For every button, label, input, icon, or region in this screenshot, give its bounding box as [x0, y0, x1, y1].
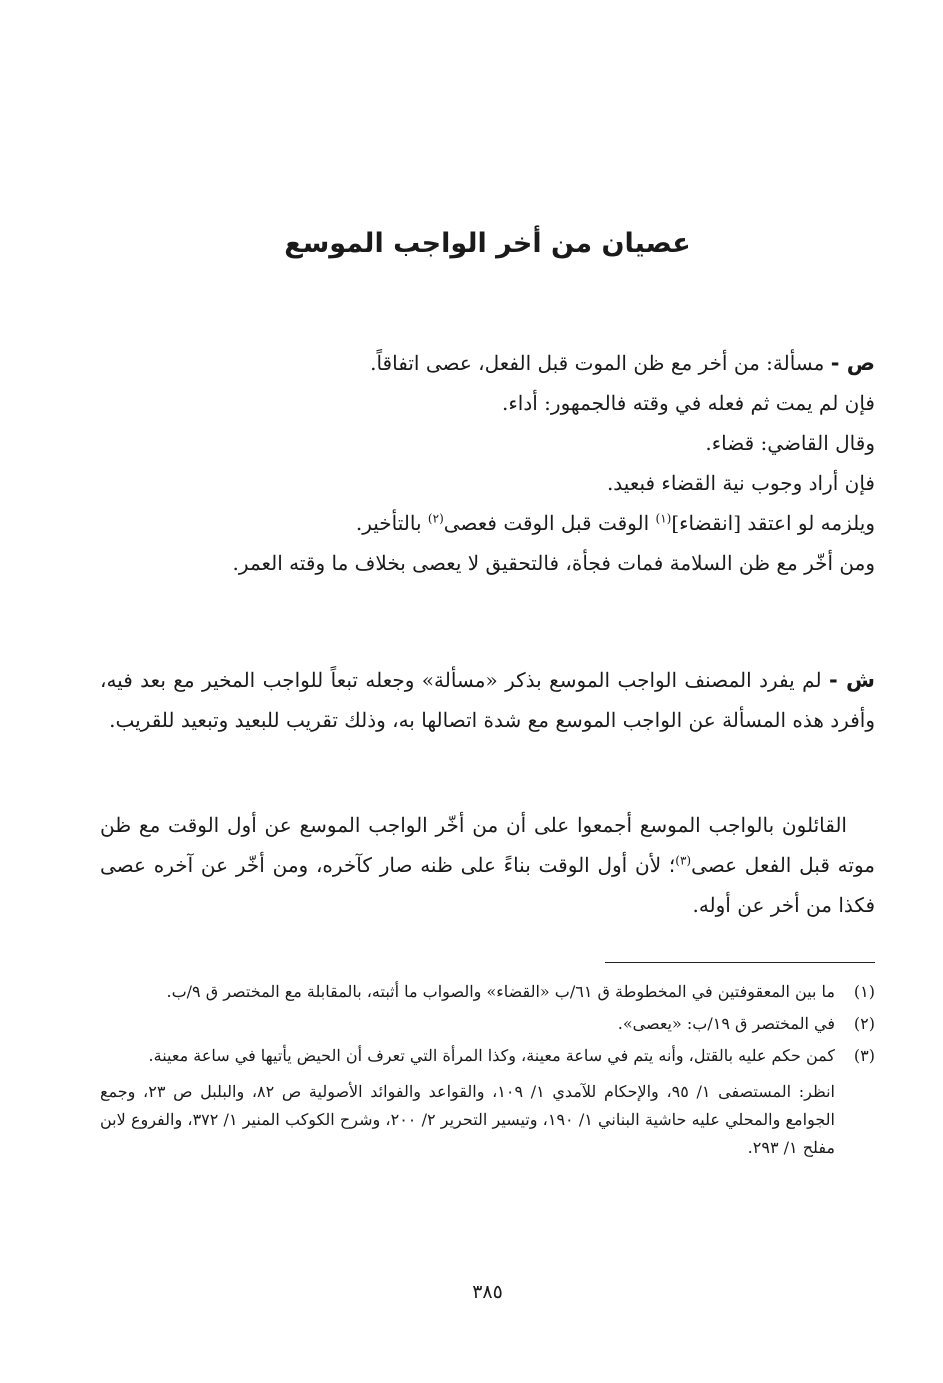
references-note: انظر: المستصفى ١/ ٩٥، والإحكام للآمدي ١/ ١٠٩، والقواعد والفوائد الأصولية ص ٨٢، والبلبل ص ٢٣، وجمع الجوامع والمحلي عليه حاشية البناني ١/ ١٩٠، وتيسير التحرير ٢/ ٢٠٠، وشرح الكوكب المنير ١/ ٣٧٢، والفروع لابن مفلح ١/ ٢٩٣. — [100, 1082, 836, 1157]
footnote-2: (٢) في المختصر ق ١٩/ب: «يعصى». — [617, 1014, 875, 1033]
sharh-paragraph-2: القائلون بالواجب الموسع أجمعوا على أن من أخّر الواجب الموسع عن أول الوقت مع ظن موته قبل الفعل عصى$^{(٣)}$؛ لأن أول الوقت بناءً على ظنه صار كآخره، ومن أخّر عن آخره عصى فكذا من أخر عن أوله. — [100, 813, 875, 917]
matn-line-3: وقال القاضي: قضاء. — [705, 431, 875, 455]
matn-line-2: فإن لم يمت ثم فعله في وقته فالجمهور: أداء. — [502, 391, 875, 415]
book-page — [100, 0, 875, 1383]
matn-line-4: فإن أراد وجوب نية القضاء فبعيد. — [606, 471, 875, 495]
footnote-1: (١) ما بين المعقوفتين في المخطوطة ق ٦١/ب «القضاء» والصواب ما أثبته، بالمقابلة مع المختصر ق ٩/ب. — [166, 982, 875, 1001]
sharh-section — [100, 660, 875, 740]
sharh-marker: ش - — [828, 668, 875, 692]
chapter-title: عصيان من أخر الواجب الموسع — [284, 228, 691, 259]
footnote-ref-1: (١) — [655, 511, 672, 526]
page-number: ٣٨٥ — [472, 1281, 503, 1303]
footnote-3: (٣) كمن حكم عليه بالقتل، وأنه يتم في ساعة معينة، وكذا المرأة التي تعرف أن الحيض يأتيها في ساعة معينة. — [148, 1046, 875, 1065]
matn-marker: ص - — [830, 351, 875, 375]
sharh-paragraph-2-block — [100, 805, 875, 925]
footnotes — [100, 978, 875, 1166]
footnote-ref-3: (٣) — [675, 853, 692, 868]
matn-line-5: ويلزمه لو اعتقد [انقضاء]$^{(١)}$ الوقت قبل الوقت فعصى$^{(٢)}$ بالتأخير. — [355, 511, 875, 535]
matn-line-1: ص - مسألة: من أخر مع ظن الموت قبل الفعل، عصى اتفاقاً. — [370, 351, 875, 375]
footnote-divider — [605, 962, 875, 963]
sharh-paragraph-1: ش - لم يفرد المصنف الواجب الموسع بذكر «مسألة» وجعله تبعاً للواجب المخير مع بعد فيه، وأفرد هذه المسألة عن الواجب الموسع مع شدة اتصالها به، وذلك تقريب للبعيد وتبعيد للقريب. — [100, 668, 875, 732]
footnote-ref-2: (٢) — [427, 511, 444, 526]
matn-section — [100, 343, 875, 583]
matn-line-6: ومن أخّر مع ظن السلامة فمات فجأة، فالتحقيق لا يعصى بخلاف ما وقته العمر. — [232, 551, 875, 575]
